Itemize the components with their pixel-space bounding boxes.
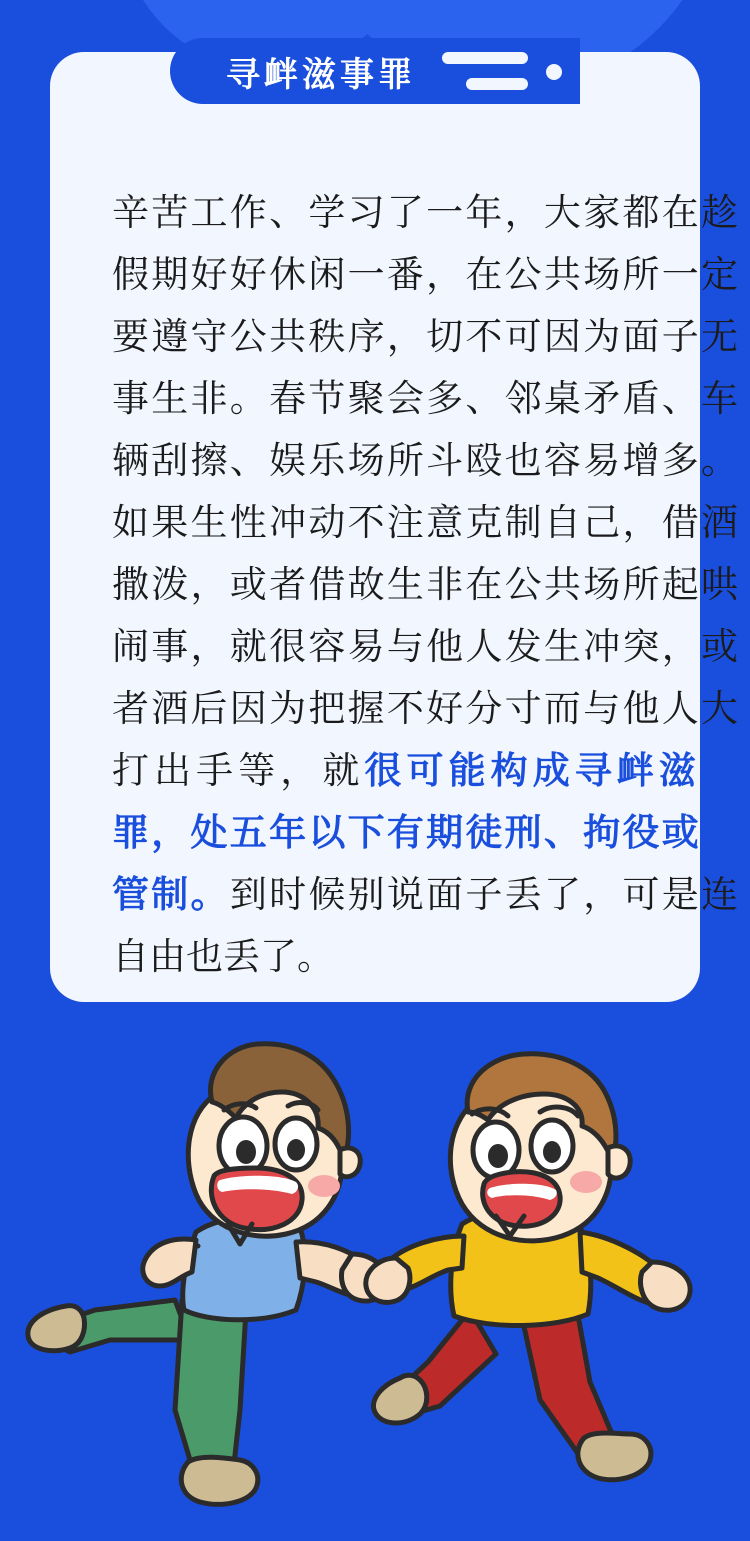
right-boy-ear	[608, 1146, 630, 1178]
banner-dot	[546, 64, 562, 80]
banner-stripe-1	[442, 52, 528, 64]
left-boy-ear	[340, 1148, 360, 1177]
right-boy-shoe-left	[373, 1375, 426, 1423]
right-boy-hand-right	[641, 1262, 691, 1310]
article-highlight: 很可能构成寻衅滋事罪，处五年以下有期徒刑、拘役或者管制。	[112, 749, 739, 916]
left-boy-leg-back	[175, 1300, 246, 1482]
content-card	[50, 52, 739, 1002]
article-paragraph-part1: 辛苦工作、学习了一年，大家都在趁假期好好休闲一番，在公共场所一定要遵守公共秩序，切不可因为面子无事生非。春节聚会多、邻桌矛盾、车辆刮擦、娱乐场所斗殴也容易增多。如果生性冲动不注意克制自己，借酒撒泼，或者借故生非在公共场所起哄闹事，就很容易与他人发生冲突，或者酒后因为把握不好分寸而与他人大打出手等，就	[112, 191, 738, 792]
right-boy-cheek	[570, 1171, 602, 1193]
article-paragraph-part2: 到时候别说面子丢了，可是连自由也丢了。	[112, 873, 739, 978]
left-boy-shoe-left	[28, 1306, 85, 1351]
page-title: 寻衅滋事罪	[226, 54, 416, 95]
banner-stripe-2	[466, 78, 528, 90]
article-body	[112, 182, 738, 988]
right-boy-hand-left	[366, 1258, 410, 1302]
title-banner	[170, 38, 580, 104]
illustration-two-boys-fighting	[0, 1010, 750, 1541]
left-boy-cheek	[308, 1175, 340, 1197]
right-boy-shoe-right	[578, 1433, 651, 1480]
left-boy-shoe-right	[181, 1457, 258, 1504]
